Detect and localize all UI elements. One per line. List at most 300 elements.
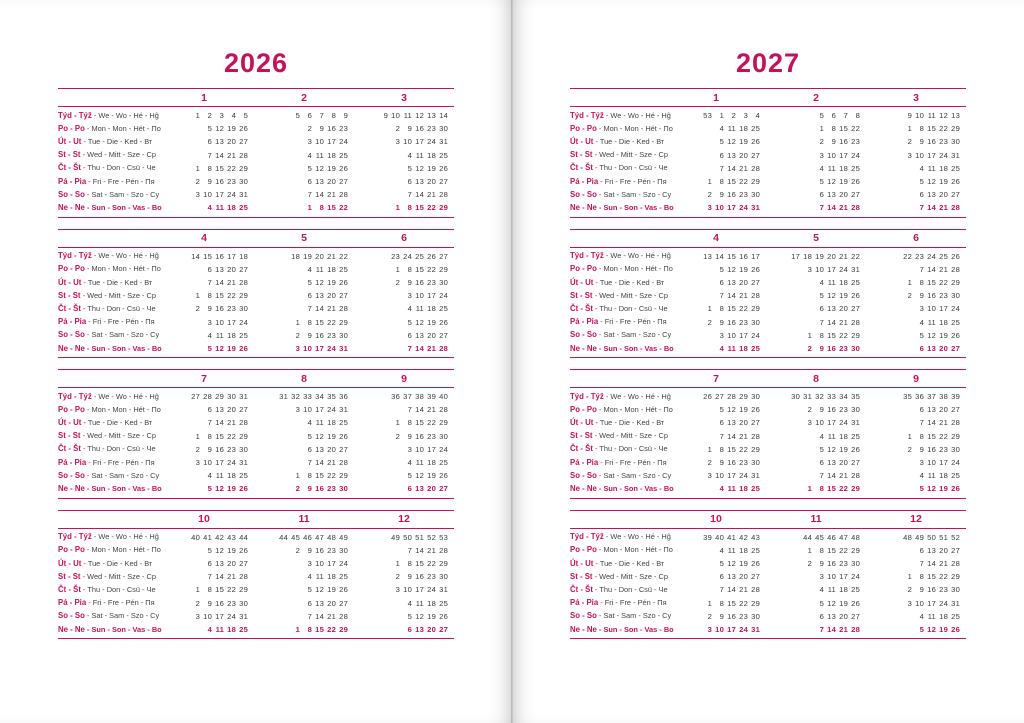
week-number: 5 [295,111,300,121]
week-number: 2 [207,111,212,121]
week-number: 46 [303,532,312,542]
day-name-label: Út - Ut - Tue - Die - Ked - Вт [570,277,665,287]
date-number: 30 [951,137,960,147]
day-abbr: Ne - Ne [570,484,597,493]
date-number: 24 [739,471,748,481]
date-number: 30 [239,177,248,187]
week-number: 11 [403,111,412,121]
week-number: 49 [915,532,924,542]
date-number: 10 [927,304,936,314]
day-names-multilang: Wed - Mitt - Sze - Ср [599,431,668,441]
date-number: 6 [719,277,724,287]
calendar-row [570,482,966,495]
week-number: 52 [427,532,436,542]
date-number: 15 [215,431,224,441]
date-number: 28 [851,624,860,634]
date-number: 15 [727,177,736,187]
date-number: 9 [819,558,824,568]
date-number: 2 [295,484,300,494]
day-names-multilang: Tue - Die - Ked - Вт [87,137,153,147]
date-number: 10 [815,418,824,428]
date-number: 8 [307,471,312,481]
date-number: 4 [407,458,412,468]
date-number: 30 [851,343,860,353]
date-number: 25 [851,585,860,595]
date-number: 26 [851,177,860,187]
date-number: 21 [227,572,236,582]
week-number: 5 [819,111,824,121]
date-number: 23 [427,572,436,582]
date-number: 25 [339,264,348,274]
date-number: 26 [439,163,448,173]
week-number: 37 [927,392,936,402]
date-number: 27 [439,624,448,634]
day-abbr: Út - Ut [58,558,82,568]
date-number: 12 [927,484,936,494]
date-number: 1 [907,572,912,582]
day-names-multilang: Sat - Sam - Szo - Су [603,189,672,199]
date-cell [866,190,966,199]
week-number: 13 [427,111,436,121]
date-number: 23 [427,124,436,134]
date-cell [766,124,866,133]
calendar-row [570,430,966,443]
date-cell [354,318,454,327]
quarter-block [58,88,454,218]
date-number: 15 [315,471,324,481]
date-number: 24 [239,317,248,327]
date-number: 2 [195,304,200,314]
day-names-multilang: Sat - Sam - Szo - Су [91,330,160,340]
day-abbr: Ne - Ne [58,624,85,634]
date-number: 20 [839,190,848,200]
date-number: 5 [719,137,724,147]
date-cell [154,164,254,173]
date-number: 26 [439,611,448,621]
week-number: 45 [291,532,300,542]
date-number: 7 [307,611,312,621]
date-number: 31 [751,471,760,481]
date-number: 18 [739,124,748,134]
date-cell [354,599,454,608]
date-number: 6 [207,405,212,415]
date-number: 1 [907,277,912,287]
date-number: 14 [827,624,836,634]
date-number: 18 [227,203,236,213]
date-cell [766,471,866,480]
date-number: 28 [951,203,960,213]
date-cell [866,151,966,160]
week-number: 32 [291,392,300,402]
week-number: 39 [427,392,436,402]
calendar-row [58,469,454,482]
date-number: 13 [215,405,224,415]
week-number: 27 [439,251,448,261]
date-number: 9 [919,585,924,595]
date-number: 16 [215,598,224,608]
date-number: 14 [315,304,324,314]
date-cell [866,164,966,173]
date-number: 25 [851,277,860,287]
date-cell [666,572,766,581]
date-cell [154,471,254,480]
date-cell [766,484,866,493]
week-number: 12 [415,111,424,121]
date-number: 24 [751,330,760,340]
date-number: 30 [951,585,960,595]
date-number: 10 [827,150,836,160]
day-names-multilang: We - Wo - Hé - Hĝ [610,391,671,401]
day-names-multilang: Mon - Mon - Hét - По [91,123,161,133]
day-names-multilang: We - Wo - Hé - Hĝ [98,391,159,401]
date-number: 21 [427,343,436,353]
day-name-label: Čt - Št - Thu - Don - Csü - Че [570,444,668,454]
date-number: 16 [727,611,736,621]
date-number: 25 [951,611,960,621]
day-abbr: Pá - Pia [58,598,87,608]
quarter-rule [58,357,454,358]
date-number: 6 [719,418,724,428]
date-number: 26 [339,585,348,595]
date-number: 9 [307,545,312,555]
date-number: 19 [839,177,848,187]
quarter-rule [570,498,966,499]
date-number: 28 [951,264,960,274]
date-number: 22 [327,471,336,481]
day-names-multilang: Mon - Mon - Hét - По [603,123,673,133]
week-number-cell [254,533,354,542]
day-name-label: Pá - Pia - Fri - Fre - Pén - Пя [570,457,667,467]
date-number: 4 [919,471,924,481]
date-number: 26 [751,137,760,147]
date-number: 12 [827,291,836,301]
week-number-cell [766,533,866,542]
date-number: 20 [327,598,336,608]
date-number: 2 [395,572,400,582]
date-cell [154,124,254,133]
date-number: 25 [239,624,248,634]
month-number: 6 [913,232,919,244]
day-name-label: Út - Ut - Tue - Die - Ked - Вт [58,418,153,428]
date-cell [766,137,866,146]
date-number: 20 [327,177,336,187]
quarter-month-header [570,510,966,529]
date-number: 17 [215,458,224,468]
date-number: 4 [919,611,924,621]
date-number: 19 [839,291,848,301]
date-number: 19 [427,471,436,481]
date-number: 23 [851,137,860,147]
date-number: 17 [427,444,436,454]
date-number: 22 [227,431,236,441]
date-number: 22 [939,431,948,441]
date-number: 25 [751,343,760,353]
week-number: 33 [303,392,312,402]
date-cell [254,344,354,353]
date-number: 26 [751,558,760,568]
date-number: 23 [839,558,848,568]
quarter-rule [58,217,454,218]
date-number: 23 [227,177,236,187]
day-names-multilang: Tue - Die - Ked - Вт [599,558,665,568]
date-number: 5 [919,624,924,634]
date-number: 26 [439,471,448,481]
date-cell [866,344,966,353]
date-cell [666,599,766,608]
month-number: 9 [401,372,407,385]
date-number: 14 [215,277,224,287]
date-number: 23 [739,611,748,621]
date-cell [154,203,254,212]
date-number: 11 [827,277,836,287]
date-cell [666,546,766,555]
month-number: 5 [813,232,819,244]
page-title-year-right: 2027 [735,48,801,78]
date-number: 10 [915,598,924,608]
date-cell [766,405,866,414]
week-number-cell [666,111,766,120]
week-number: 4 [755,111,760,121]
date-number: 5 [207,545,212,555]
week-number: 13 [951,111,960,121]
date-number: 2 [707,190,712,200]
day-name-label: So - So - Sat - Sam - Szo - Су [58,611,160,621]
date-number: 15 [315,317,324,327]
date-number: 20 [739,418,748,428]
date-number: 21 [739,431,748,441]
date-number: 8 [919,124,924,134]
week-number: 28 [727,392,736,402]
page-corner-decoration-right [904,653,1024,723]
date-cell [254,177,354,186]
date-number: 29 [851,545,860,555]
date-cell [254,304,354,313]
date-cell [866,265,966,274]
month-number: 1 [713,91,719,104]
date-number: 3 [295,405,300,415]
week-number: 10 [915,111,924,121]
date-number: 8 [719,177,724,187]
date-number: 26 [851,444,860,454]
week-number-cell [354,533,454,542]
week-number: 7 [319,111,324,121]
date-number: 21 [939,203,948,213]
date-number: 2 [707,611,712,621]
date-number: 14 [927,203,936,213]
calendar-row [58,175,454,188]
date-cell [354,177,454,186]
date-number: 29 [751,177,760,187]
day-names-multilang: Thu - Don - Csü - Че [87,444,156,454]
week-number-cell [154,392,254,401]
day-name-label: Út - Ut - Tue - Die - Ked - Вт [58,558,153,568]
day-name-label: Týd - Týž - We - Wo - Hé - Hĝ [570,251,671,261]
date-number: 19 [327,431,336,441]
calendar-row [570,149,966,162]
week-number: 21 [327,251,336,261]
date-number: 2 [907,585,912,595]
week-number: 9 [907,111,912,121]
date-number: 19 [427,611,436,621]
date-number: 9 [307,484,312,494]
day-name-label: Út - Ut - Tue - Die - Ked - Вт [570,418,665,428]
calendar-row [570,289,966,302]
week-number: 30 [751,392,760,402]
date-number: 5 [307,163,312,173]
week-number: 9 [383,111,388,121]
date-number: 21 [939,558,948,568]
week-number: 15 [727,251,736,261]
week-number: 36 [391,392,400,402]
date-cell [354,331,454,340]
week-number: 17 [227,251,236,261]
day-abbr: Po - Po [58,404,85,414]
date-number: 18 [427,598,436,608]
day-name-label: Pá - Pia - Fri - Fre - Pén - Пя [58,457,155,467]
date-number: 9 [307,330,312,340]
date-number: 8 [319,203,324,213]
day-abbr: Týd - Týž [58,110,92,120]
date-cell [254,432,354,441]
date-number: 3 [919,304,924,314]
date-number: 21 [327,190,336,200]
date-cell [766,190,866,199]
date-number: 30 [751,458,760,468]
day-abbr: Týd - Týž [58,391,92,401]
date-number: 30 [439,572,448,582]
day-names-multilang: Thu - Don - Csü - Че [599,584,668,594]
date-cell [766,203,866,212]
date-number: 5 [207,484,212,494]
date-number: 5 [307,431,312,441]
day-abbr: Út - Ut [58,277,82,287]
day-name-label: So - So - Sat - Sam - Szo - Су [570,330,672,340]
date-number: 1 [395,418,400,428]
date-number: 2 [395,277,400,287]
week-number-cell [154,533,254,542]
quarter-block [570,369,966,499]
quarter-rows [58,248,454,356]
book-gutter [511,0,513,723]
day-names-multilang: Sun - Son - Vas - Во [91,203,162,212]
date-number: 26 [439,317,448,327]
date-number: 26 [339,431,348,441]
date-number: 16 [727,317,736,327]
date-number: 20 [739,572,748,582]
date-cell [666,203,766,212]
date-cell [354,405,454,414]
date-cell [354,344,454,353]
date-number: 8 [407,558,412,568]
date-number: 12 [827,598,836,608]
calendar-row [58,109,454,122]
date-number: 26 [851,598,860,608]
day-names-multilang: Sat - Sam - Szo - Су [91,611,160,621]
date-cell [354,572,454,581]
week-number: 7 [843,111,848,121]
month-number: 9 [913,372,919,385]
day-name-label: Út - Ut - Tue - Die - Ked - Вт [570,137,665,147]
quarter-rows [570,529,966,637]
month-number: 6 [401,232,407,244]
date-number: 29 [751,444,760,454]
date-number: 7 [407,343,412,353]
date-number: 29 [439,264,448,274]
date-number: 29 [339,471,348,481]
day-abbr: Čt - Št [570,584,593,594]
week-number: 35 [851,392,860,402]
quarter-month-header [570,369,966,388]
calendar-row [58,276,454,289]
date-number: 23 [739,317,748,327]
date-number: 15 [315,624,324,634]
date-number: 11 [215,471,224,481]
quarter-month-header [58,88,454,107]
date-cell [354,190,454,199]
week-number: 37 [403,392,412,402]
week-number: 50 [403,532,412,542]
quarter-month-header [570,88,966,107]
calendar-row [570,342,966,355]
day-abbr: Út - Ut [570,277,594,287]
date-number: 24 [227,611,236,621]
date-number: 3 [707,471,712,481]
day-abbr: So - So [58,189,85,199]
date-number: 18 [327,150,336,160]
day-names-multilang: Mon - Mon - Hét - По [603,264,673,274]
date-number: 2 [195,598,200,608]
date-number: 26 [339,163,348,173]
calendar-grid-right [570,88,966,650]
date-number: 11 [827,585,836,595]
week-number-cell [254,392,354,401]
date-number: 7 [307,190,312,200]
date-number: 29 [951,572,960,582]
calendar-row [58,596,454,609]
day-abbr: Týd - Týž [570,251,604,261]
date-number: 29 [239,585,248,595]
date-number: 22 [427,264,436,274]
date-number: 13 [215,264,224,274]
date-number: 16 [927,291,936,301]
day-abbr: Po - Po [58,264,85,274]
date-number: 8 [407,418,412,428]
date-number: 3 [819,150,824,160]
date-number: 4 [919,163,924,173]
date-cell [354,559,454,568]
date-number: 5 [719,264,724,274]
day-name-label: Po - Po - Mon - Mon - Hét - По [58,264,161,274]
week-number: 33 [827,392,836,402]
date-number: 29 [751,304,760,314]
date-number: 22 [739,444,748,454]
date-cell [154,304,254,313]
date-number: 30 [239,444,248,454]
date-number: 14 [215,572,224,582]
date-number: 31 [439,585,448,595]
month-number: 3 [401,91,407,104]
date-number: 12 [927,177,936,187]
date-cell [866,331,966,340]
week-number: 35 [327,392,336,402]
date-number: 11 [415,598,424,608]
date-number: 10 [315,137,324,147]
week-number-cell [254,252,354,261]
date-number: 22 [227,585,236,595]
date-number: 6 [307,291,312,301]
week-number: 41 [203,532,212,542]
day-abbr: St - St [570,150,593,160]
